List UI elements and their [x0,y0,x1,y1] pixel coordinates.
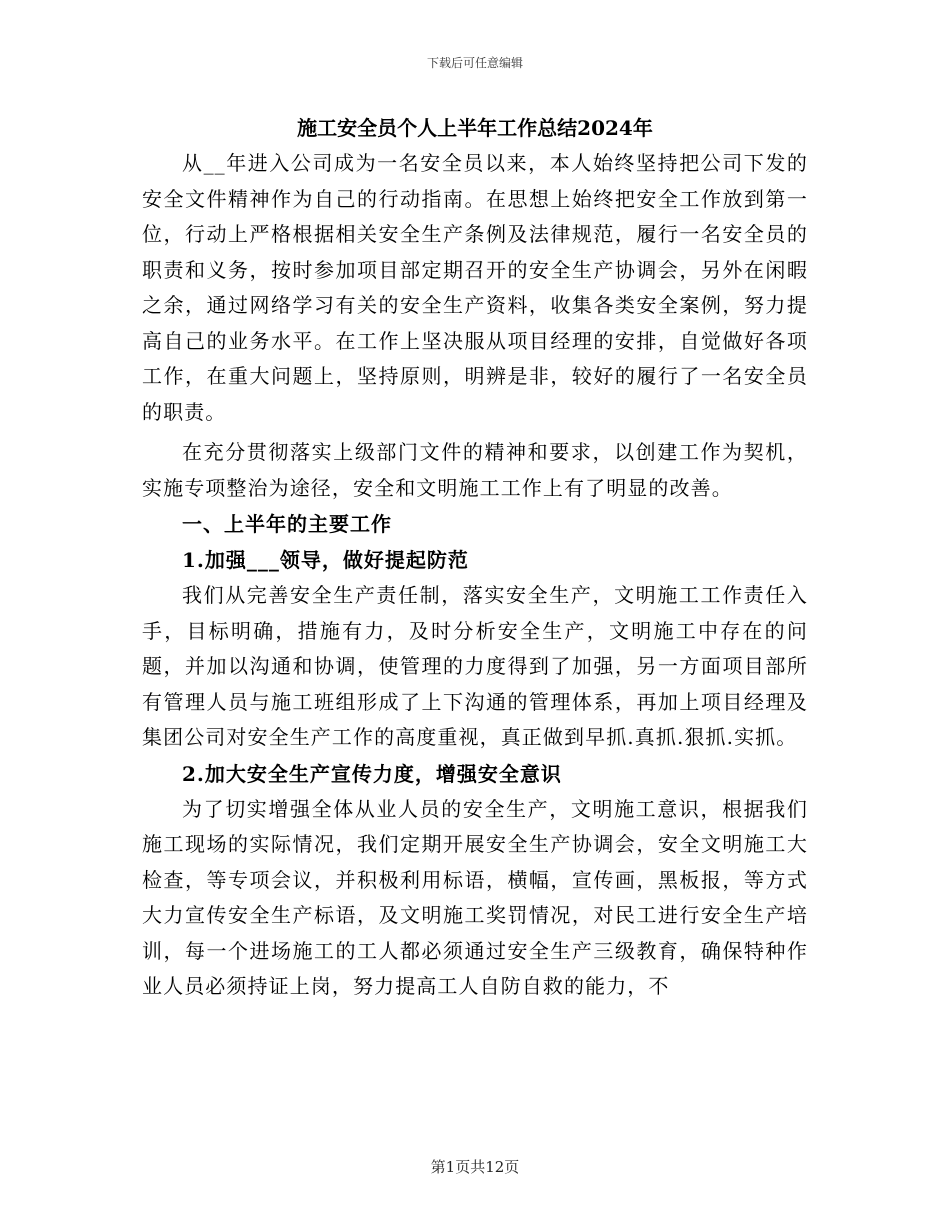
section-heading: 一、上半年的主要工作 [182,512,392,536]
header-note: 下载后可任意编辑 [426,56,523,70]
document-title: 施工安全员个人上半年工作总结2024年 [297,116,653,140]
subheading-2: 2.加大安全生产宣传力度，增强安全意识 [182,761,562,786]
paragraph-intro: 从__年进入公司成为一名安全员以来，本人始终坚持把公司下发的安全文件精神作为自己的行动指南。在思想上始终把安全工作放到第一位，行动上严格根据相关安全生产条例及法律规范，履行一名安全员的职责和义务，按时参加项目部定期召开的安全生产协调会，另外在闲暇之余，通过网络学习有关的安全生产资料，收集各类安全案例，努力提高自己的业务水平。在工作上坚决服从项目经理的安排，自觉做好各项工作，在重大问题上，坚持原则，明辨是非，较好的履行了一名安全员的职责。 [142,151,808,424]
page-footer: 第1页共12页 [430,1158,520,1176]
subheading-1: 1.加强___领导，做好提起防范 [182,548,469,572]
paragraph-item-1: 我们从完善安全生产责任制，落实安全生产，文明施工工作责任入手，目标明确，措施有力，及时分析安全生产，文明施工中存在的问题，并加以沟通和协调，使管理的力度得到了加强，另一方面项目部所有管理人员与施工班组形成了上下沟通的管理体系，再加上项目经理及集团公司对安全生产工作的高度重视，真正做到早抓.真抓.狠抓.实抓。 [142,583,808,749]
paragraph-summary: 在充分贯彻落实上级部门文件的精神和要求，以创建工作为契机，实施专项整治为途径，安全和文明施工工作上有了明显的改善。 [142,440,808,500]
document-body [142,112,808,1005]
paragraph-item-2: 为了切实增强全体从业人员的安全生产，文明施工意识，根据我们施工现场的实际情况，我们定期开展安全生产协调会，安全文明施工大检查，等专项会议，并积极利用标语，横幅，宣传画，黑板报，等方式大力宣传安全生产标语，及文明施工奖罚情况，对民工进行安全生产培训，每一个进场施工的工人都必须通过安全生产三级教育，确保特种作业人员必须持证上岗，努力提高工人自防自救的能力，不 [142,796,808,998]
